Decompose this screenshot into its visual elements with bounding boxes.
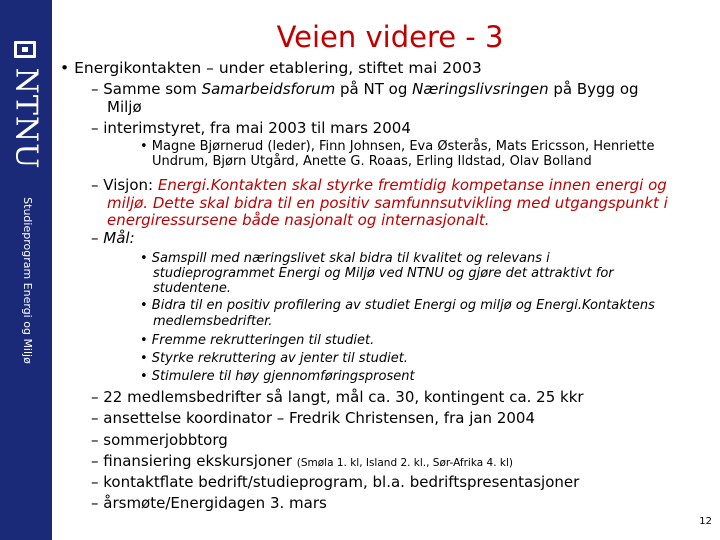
list-item: – 22 medlemsbedrifter så langt, mål ca. 30, kontingent ca. 25 kkr xyxy=(91,388,584,406)
goal-line: • Bidra til en positiv profilering av studiet Energi og miljø og Energi.Kontaktens xyxy=(140,298,655,313)
goal-line: medlemsbedrifter. xyxy=(153,314,273,329)
ntnu-logo-icon xyxy=(14,41,36,58)
goal-line: • Fremme rekrutteringen til studiet. xyxy=(140,333,375,348)
list-item: – sommerjobbtorg xyxy=(91,431,228,449)
goal-line: studentene. xyxy=(153,281,232,296)
page-number: 12 xyxy=(699,516,712,527)
goal-line: • Samspill med næringslivet skal bidra til kvalitet og relevans i xyxy=(140,251,550,266)
main-lead: Energikontakten xyxy=(74,59,202,77)
list-item: – årsmøte/Energidagen 3. mars xyxy=(91,494,327,512)
sidebar-caption: Studieprogram Energi og Miljø xyxy=(20,196,34,364)
list-item: – ansettelse koordinator – Fredrik Christensen, fra jan 2004 xyxy=(91,409,536,427)
goal-line: • Styrke rekruttering av jenter til studiet. xyxy=(140,351,408,366)
visjon-line: – Visjon: Energi.Kontakten skal styrke fremtidig kompetanse innen energi og xyxy=(91,176,667,194)
interim-line: – interimstyret, fra mai 2003 til mars 2004 xyxy=(91,119,411,137)
sidebar xyxy=(0,0,52,540)
samme-line: – Samme som Samarbeidsforum på NT og Næringslivsringen på Bygg og xyxy=(91,80,639,98)
list-item: – finansiering ekskursjoner (Smøla 1. kl, Island 2. kl., Sør-Afrika 4. kl) xyxy=(91,452,513,470)
goal-line: studieprogrammet Energi og Miljø ved NTNU og gjøre det attraktivt for xyxy=(153,266,614,281)
members-line-2: Undrum, Bjørn Utgård, Anette G. Roaas, Erling Ildstad, Olav Bolland xyxy=(152,154,592,169)
visjon-line-2: miljø. Dette skal bidra til en positiv samfunnsutvikling med utgangspunkt i xyxy=(107,194,668,212)
main-bullet-line: • Energikontakten – under etablering, stiftet mai 2003 xyxy=(60,59,482,77)
goal-line: • Stimulere til høy gjennomføringsprosent xyxy=(140,369,415,384)
slide-title: Veien videre - 3 xyxy=(276,20,504,54)
list-item: – kontaktflate bedrift/studieprogram, bl.a. bedriftspresentasjoner xyxy=(91,473,580,491)
visjon-line-3: energiressursene både nasjonalt og internasjonalt. xyxy=(107,211,490,229)
samme-line-2: Miljø xyxy=(107,98,142,116)
members-line-1: • Magne Bjørnerud (leder), Finn Johnsen, Eva Østerås, Mats Ericsson, Henriette xyxy=(140,139,655,154)
maal-line: – Mål: xyxy=(91,229,135,247)
logo-text: NTNU xyxy=(8,67,44,169)
main-rest: – under etablering, stiftet mai 2003 xyxy=(206,59,482,77)
